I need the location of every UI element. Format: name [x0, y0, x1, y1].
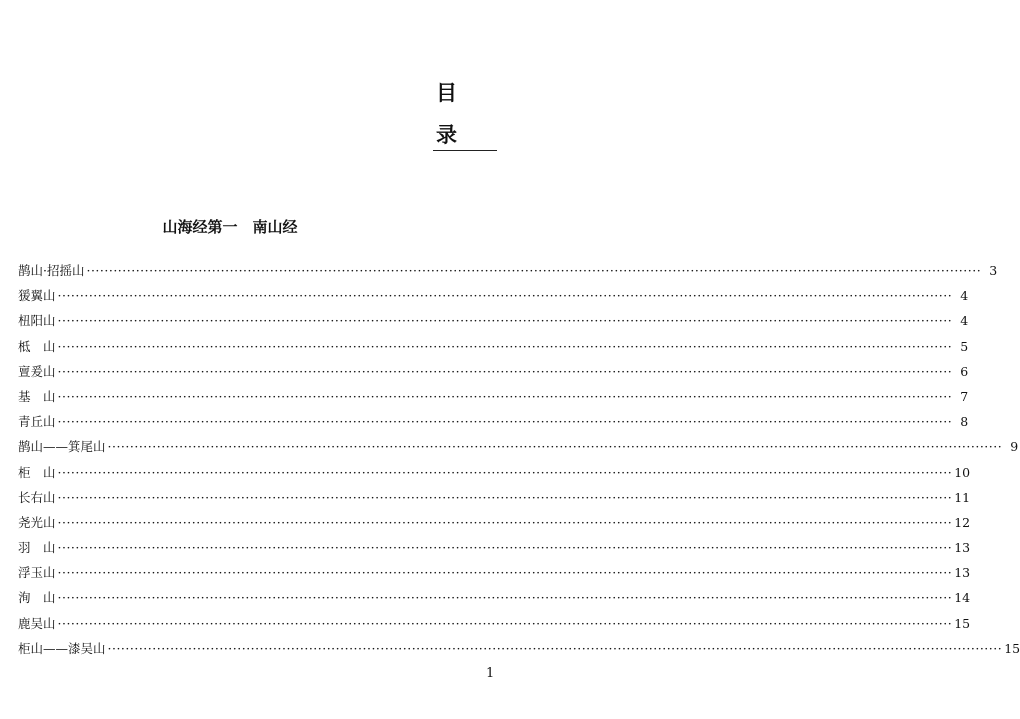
- toc-entry: [18, 585, 971, 610]
- toc-entry-title: 浮玉山: [18, 565, 56, 581]
- toc-entry-title: 柜山——漆吴山: [18, 640, 106, 656]
- toc-entry: [18, 308, 969, 333]
- toc-entry-title: 柢 山: [18, 338, 56, 354]
- toc-entry-title: 柜 山: [18, 464, 56, 480]
- toc-entry-page: 12: [954, 514, 971, 530]
- toc-entry-title: 青丘山: [18, 414, 56, 430]
- toc-dot-leader: ········································································································································································································: [57, 313, 953, 329]
- toc-entry-title: 洵 山: [18, 590, 56, 606]
- toc-entry-title: 基 山: [18, 388, 56, 404]
- toc-entry-page: 5: [960, 338, 969, 354]
- toc-entry-title: 羽 山: [18, 540, 56, 556]
- toc-entry: [18, 510, 971, 535]
- toc-entry-title: 鹊山——箕尾山: [18, 439, 106, 455]
- toc-entry: [18, 460, 971, 485]
- toc-dot-leader: ········································································································································································································: [107, 439, 1003, 455]
- toc-entry: [18, 611, 971, 636]
- toc-entry-title: 亶爰山: [18, 363, 56, 379]
- toc-dot-leader: ········································································································································································································: [57, 514, 953, 530]
- heading-underline: [433, 150, 497, 151]
- toc-dot-leader: ········································································································································································································: [57, 489, 953, 505]
- toc-entry: [18, 434, 1019, 459]
- toc-entry: [18, 359, 969, 384]
- toc-entry-title: 长右山: [18, 489, 56, 505]
- toc-entry-page: 13: [954, 565, 971, 581]
- toc-entry-page: 8: [960, 414, 969, 430]
- section-title: 山海经第一 南山经: [162, 218, 298, 236]
- toc-entry: [18, 384, 969, 409]
- toc-entry-page: 15: [954, 615, 971, 631]
- toc-entry: [18, 485, 971, 510]
- toc-entry: [18, 409, 969, 434]
- toc-dot-leader: ········································································································································································································: [107, 640, 1003, 656]
- toc-dot-leader: ········································································································································································································: [86, 263, 982, 278]
- toc-dot-leader: ········································································································································································································: [57, 338, 953, 354]
- toc-dot-leader: ········································································································································································································: [57, 363, 953, 379]
- toc-entry-page: 11: [954, 489, 971, 505]
- toc-entry-title: 尧光山: [18, 514, 56, 530]
- toc-entry-title: 猨翼山: [18, 288, 56, 304]
- toc-dot-leader: ········································································································································································································: [57, 615, 953, 631]
- toc-entry-page: 3: [989, 263, 998, 278]
- toc-entry: [18, 258, 998, 283]
- toc-entry-page: 4: [960, 313, 969, 329]
- page-number: 1: [486, 666, 495, 681]
- toc-dot-leader: ········································································································································································································: [57, 540, 953, 556]
- toc-entry-page: 14: [954, 590, 971, 606]
- toc-entry-title: 鹊山·招摇山: [18, 263, 85, 278]
- toc-entry-title: 杻阳山: [18, 313, 56, 329]
- contents-heading-char-2: 录: [436, 122, 457, 147]
- toc-entry: [18, 636, 1020, 661]
- toc-entry-page: 10: [954, 464, 971, 480]
- toc-entry-page: 4: [960, 288, 969, 304]
- toc-entry-page: 13: [954, 540, 971, 556]
- toc-entry-page: 15: [1004, 640, 1020, 656]
- toc-entry-page: 7: [960, 388, 969, 404]
- toc-dot-leader: ········································································································································································································: [57, 388, 953, 404]
- toc-dot-leader: ········································································································································································································: [57, 414, 953, 430]
- toc-entry: [18, 283, 969, 308]
- toc-dot-leader: ········································································································································································································: [57, 565, 953, 581]
- table-of-contents: [18, 258, 1020, 661]
- toc-dot-leader: ········································································································································································································: [57, 464, 953, 480]
- toc-dot-leader: ········································································································································································································: [57, 590, 953, 606]
- toc-entry-title: 鹿吴山: [18, 615, 56, 631]
- contents-heading-char-1: 目: [436, 80, 457, 105]
- toc-entry: [18, 560, 971, 585]
- toc-dot-leader: ········································································································································································································: [57, 288, 953, 304]
- toc-entry-page: 9: [1010, 439, 1019, 455]
- toc-entry-page: 6: [960, 363, 969, 379]
- toc-entry: [18, 334, 969, 359]
- toc-entry: [18, 535, 971, 560]
